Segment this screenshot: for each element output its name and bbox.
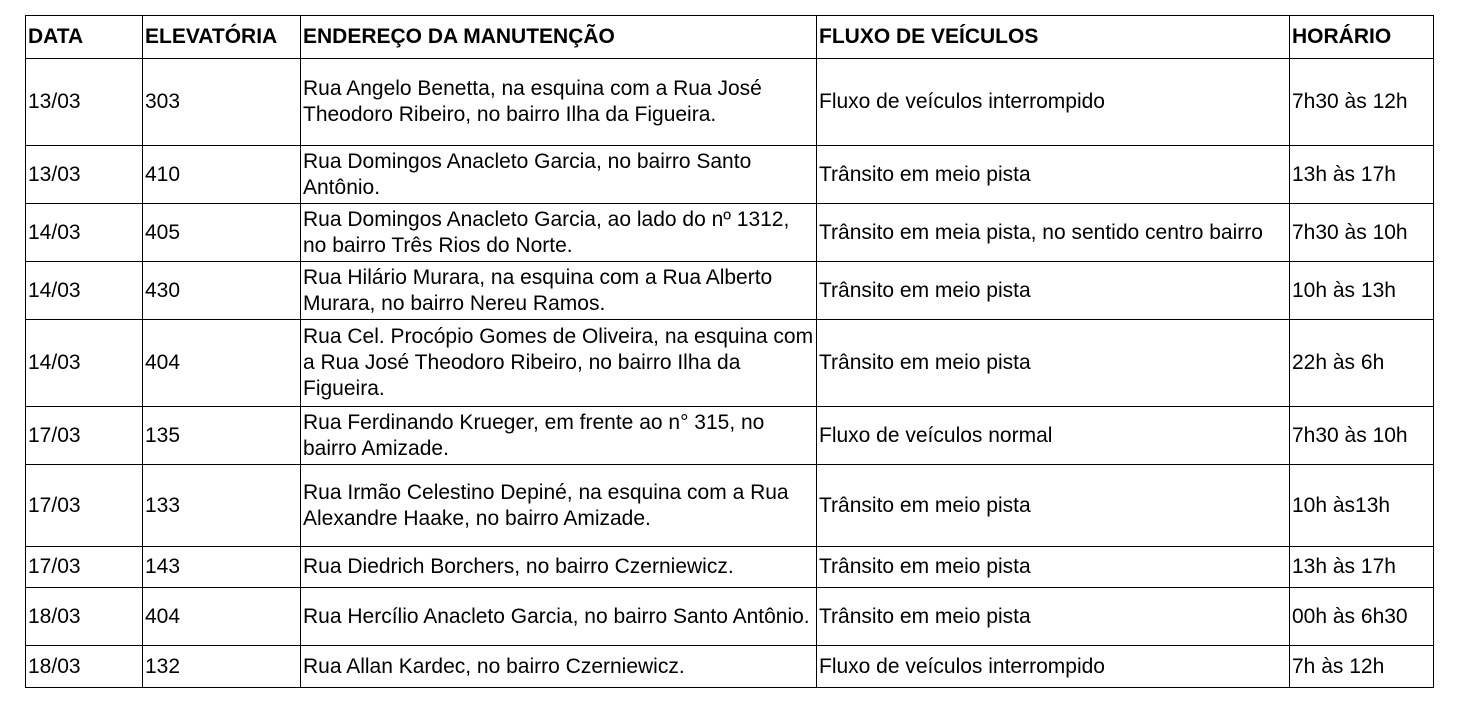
cell-date: 17/03 [26, 407, 143, 465]
header-endereco: ENDEREÇO DA MANUTENÇÃO [301, 16, 817, 59]
cell-traffic: Trânsito em meia pista, no sentido centro bairro [817, 204, 1290, 262]
table-body [26, 59, 1434, 688]
cell-time: 7h30 às 12h [1290, 59, 1434, 146]
cell-traffic: Trânsito em meio pista [817, 465, 1290, 547]
table-row [26, 59, 1434, 146]
maintenance-schedule-table [25, 15, 1434, 688]
cell-address: Rua Hilário Murara, na esquina com a Rua Alberto Murara, no bairro Nereu Ramos. [301, 262, 817, 320]
cell-address: Rua Domingos Anacleto Garcia, ao lado do nº 1312, no bairro Três Rios do Norte. [301, 204, 817, 262]
cell-address: Rua Allan Kardec, no bairro Czerniewicz. [301, 646, 817, 688]
cell-elevatoria: 410 [143, 146, 301, 204]
cell-time: 7h às 12h [1290, 646, 1434, 688]
table-row [26, 646, 1434, 688]
cell-date: 13/03 [26, 59, 143, 146]
header-fluxo: FLUXO DE VEÍCULOS [817, 16, 1290, 59]
cell-date: 18/03 [26, 588, 143, 646]
cell-elevatoria: 404 [143, 588, 301, 646]
table-row [26, 588, 1434, 646]
cell-date: 17/03 [26, 465, 143, 547]
cell-traffic: Trânsito em meio pista [817, 262, 1290, 320]
cell-traffic: Fluxo de veículos interrompido [817, 59, 1290, 146]
cell-address: Rua Ferdinando Krueger, em frente ao n° 315, no bairro Amizade. [301, 407, 817, 465]
cell-elevatoria: 405 [143, 204, 301, 262]
table-row [26, 262, 1434, 320]
cell-time: 13h às 17h [1290, 146, 1434, 204]
cell-address: Rua Cel. Procópio Gomes de Oliveira, na esquina com a Rua José Theodoro Ribeiro, no bairro Ilha da Figueira. [301, 320, 817, 407]
cell-address: Rua Domingos Anacleto Garcia, no bairro Santo Antônio. [301, 146, 817, 204]
table-row [26, 465, 1434, 547]
cell-traffic: Trânsito em meio pista [817, 320, 1290, 407]
cell-time: 13h às 17h [1290, 547, 1434, 588]
cell-elevatoria: 135 [143, 407, 301, 465]
cell-date: 18/03 [26, 646, 143, 688]
table-row [26, 320, 1434, 407]
cell-date: 14/03 [26, 320, 143, 407]
cell-time: 7h30 às 10h [1290, 204, 1434, 262]
header-row [26, 16, 1434, 59]
table-row [26, 204, 1434, 262]
cell-time: 00h às 6h30 [1290, 588, 1434, 646]
cell-date: 14/03 [26, 262, 143, 320]
cell-elevatoria: 430 [143, 262, 301, 320]
cell-traffic: Trânsito em meio pista [817, 547, 1290, 588]
cell-time: 10h às13h [1290, 465, 1434, 547]
cell-elevatoria: 133 [143, 465, 301, 547]
table-header [26, 16, 1434, 59]
cell-elevatoria: 143 [143, 547, 301, 588]
cell-time: 7h30 às 10h [1290, 407, 1434, 465]
cell-elevatoria: 404 [143, 320, 301, 407]
cell-date: 17/03 [26, 547, 143, 588]
header-horario: HORÁRIO [1290, 16, 1434, 59]
table-row [26, 146, 1434, 204]
cell-address: Rua Hercílio Anacleto Garcia, no bairro Santo Antônio. [301, 588, 817, 646]
table-row [26, 407, 1434, 465]
header-elevatoria: ELEVATÓRIA [143, 16, 301, 59]
cell-elevatoria: 132 [143, 646, 301, 688]
table-row [26, 547, 1434, 588]
cell-traffic: Trânsito em meio pista [817, 146, 1290, 204]
cell-traffic: Fluxo de veículos normal [817, 407, 1290, 465]
cell-elevatoria: 303 [143, 59, 301, 146]
cell-address: Rua Angelo Benetta, na esquina com a Rua José Theodoro Ribeiro, no bairro Ilha da Figueira. [301, 59, 817, 146]
cell-date: 14/03 [26, 204, 143, 262]
cell-traffic: Trânsito em meio pista [817, 588, 1290, 646]
cell-time: 10h às 13h [1290, 262, 1434, 320]
cell-date: 13/03 [26, 146, 143, 204]
cell-address: Rua Irmão Celestino Depiné, na esquina com a Rua Alexandre Haake, no bairro Amizade. [301, 465, 817, 547]
cell-address: Rua Diedrich Borchers, no bairro Czerniewicz. [301, 547, 817, 588]
cell-time: 22h às 6h [1290, 320, 1434, 407]
header-data: DATA [26, 16, 143, 59]
cell-traffic: Fluxo de veículos interrompido [817, 646, 1290, 688]
